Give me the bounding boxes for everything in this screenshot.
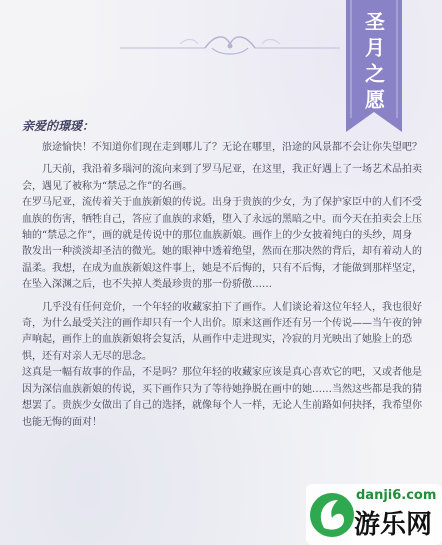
letter-body — [22, 140, 422, 431]
letter-paragraph: 几乎没有任何竞价，一个年轻的收藏家拍下了画作。人们谈论着这位年轻人，我也很好奇，为什么最受关注的画作却只有一个人出价。原来这画作还有另一个传说——当午夜的钟声响起，画作上的血族新娘将会复活，从画作中走进现实，冷寂的月光映出了她脸上的恐惧，还有对亲人无尽的思念。 — [22, 301, 422, 362]
watermark-name: 游乐网 — [354, 510, 433, 540]
banner-title: 圣月之愿 — [361, 11, 386, 115]
letter-paragraph: 这真是一幅有故事的作品，不是吗？那位年轻的收藏家应该是真心喜欢它的吧，又或者他是因为深信血族新娘的传说，买下画作只为了等待她挣脱在画中的她……当然这些都是我的猜想罢了。贵族少女做出了自己的选择，就像每个人一样，无论人生前路如何抉择，我希望你也能无悔的面对！ — [22, 367, 422, 428]
ornament-divider-icon — [120, 30, 340, 58]
watermark-url: danji6.com — [356, 488, 437, 503]
letter-paragraph: 旅途愉快！不知道你们现在走到哪儿了？无论在哪里，沿途的风景都不会让你失望吧？ — [42, 142, 422, 153]
letter-paragraph: 在罗马尼亚，流传着关于血族新娘的传说。出身于贵族的少女，为了保护家臣中的人们不受血族的伤害，牺牲自己，答应了血族的求婚，堕入了永远的黑暗之中。而今天在拍卖会上压轴的“禁忌之作”，画的就是传说中的那位血族新娘。画作上的少女披着纯白的头纱，周身散发出一种淡淡却圣洁的微光。她的眼神中透着绝望，然而在那决然的背后，却有着动人的温柔。我想，在成为血族新娘这件事上，她是不后悔的，只有不后悔，才能做到那样坚定，在坠入深渊之后，也不失掉人类最珍贵的那一份骄傲…… — [22, 197, 422, 291]
letter-paragraph: 几天前，我沿着多瑙河的流向来到了罗马尼亚，在这里，我正好遇上了一场艺术品拍卖会，遇见了被称为“禁忌之作”的名画。 — [22, 164, 422, 192]
letter-greeting: 亲爱的璟瑗： — [22, 119, 95, 133]
